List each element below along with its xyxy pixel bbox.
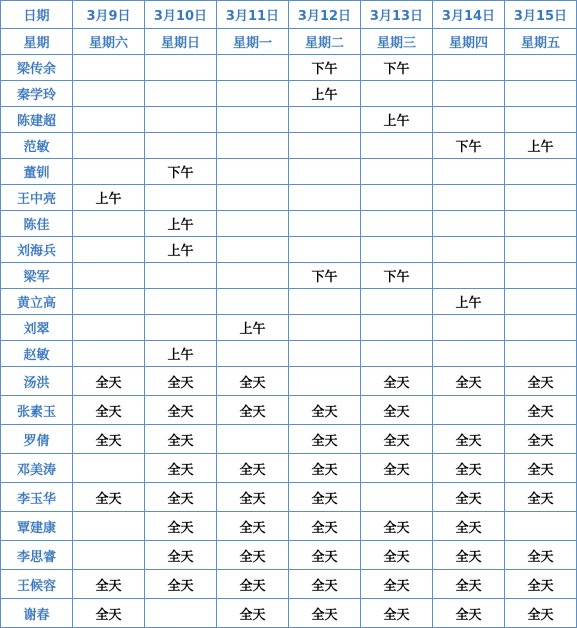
table-row [1, 237, 577, 263]
schedule-cell [505, 263, 577, 289]
weekday-header-row [1, 29, 577, 55]
schedule-cell [361, 211, 433, 237]
schedule-cell: 全天 [73, 367, 145, 396]
table-row [1, 483, 577, 512]
table-row [1, 55, 577, 81]
schedule-cell: 全天 [73, 570, 145, 599]
schedule-cell [145, 315, 217, 341]
schedule-cell: 下午 [289, 263, 361, 289]
schedule-cell [433, 341, 505, 367]
schedule-cell [433, 159, 505, 185]
schedule-cell: 全天 [505, 599, 577, 628]
schedule-cell [73, 55, 145, 81]
schedule-cell: 全天 [73, 396, 145, 425]
schedule-cell: 全天 [361, 541, 433, 570]
schedule-cell [73, 237, 145, 263]
schedule-cell: 全天 [217, 367, 289, 396]
schedule-cell [217, 81, 289, 107]
schedule-cell [217, 107, 289, 133]
person-name: 董钏 [1, 159, 73, 185]
date-header-cell: 3月9日 [73, 1, 145, 29]
table-row [1, 512, 577, 541]
schedule-cell: 上午 [505, 133, 577, 159]
schedule-cell [505, 512, 577, 541]
schedule-cell: 全天 [433, 483, 505, 512]
table-row [1, 396, 577, 425]
schedule-cell: 全天 [433, 454, 505, 483]
schedule-cell [73, 315, 145, 341]
schedule-cell: 上午 [217, 315, 289, 341]
schedule-cell [73, 512, 145, 541]
person-name: 刘海兵 [1, 237, 73, 263]
schedule-cell [73, 159, 145, 185]
schedule-cell [217, 133, 289, 159]
schedule-cell [73, 263, 145, 289]
table-row [1, 133, 577, 159]
schedule-cell [217, 341, 289, 367]
schedule-cell [289, 211, 361, 237]
schedule-cell: 全天 [145, 367, 217, 396]
schedule-cell: 全天 [217, 454, 289, 483]
schedule-cell: 全天 [145, 512, 217, 541]
schedule-cell: 全天 [145, 425, 217, 454]
weekday-header-cell: 星期五 [505, 29, 577, 55]
schedule-cell: 全天 [145, 483, 217, 512]
schedule-cell: 全天 [433, 570, 505, 599]
schedule-cell [361, 315, 433, 341]
schedule-cell [433, 107, 505, 133]
schedule-cell [433, 81, 505, 107]
schedule-cell: 全天 [505, 396, 577, 425]
person-name: 覃建康 [1, 512, 73, 541]
schedule-cell: 全天 [361, 396, 433, 425]
person-name: 邓美涛 [1, 454, 73, 483]
person-name: 赵敏 [1, 341, 73, 367]
person-name: 范敏 [1, 133, 73, 159]
schedule-cell [433, 396, 505, 425]
schedule-cell: 全天 [289, 512, 361, 541]
schedule-cell [217, 159, 289, 185]
weekday-label-header: 星期 [1, 29, 73, 55]
schedule-cell [217, 211, 289, 237]
schedule-cell: 全天 [145, 454, 217, 483]
date-header-cell: 3月13日 [361, 1, 433, 29]
table-row [1, 315, 577, 341]
date-header-row [1, 1, 577, 29]
schedule-cell [73, 211, 145, 237]
schedule-cell [505, 341, 577, 367]
date-header-cell: 3月11日 [217, 1, 289, 29]
schedule-cell [289, 237, 361, 263]
schedule-cell: 全天 [505, 541, 577, 570]
schedule-cell [505, 185, 577, 211]
schedule-cell [361, 185, 433, 211]
schedule-cell [505, 315, 577, 341]
schedule-cell: 全天 [505, 454, 577, 483]
schedule-cell: 全天 [145, 570, 217, 599]
weekday-header-cell: 星期一 [217, 29, 289, 55]
person-name: 王候容 [1, 570, 73, 599]
schedule-cell [145, 107, 217, 133]
date-header-cell: 3月14日 [433, 1, 505, 29]
schedule-cell [145, 599, 217, 628]
person-name: 陈佳 [1, 211, 73, 237]
person-name: 梁传余 [1, 55, 73, 81]
weekday-header-cell: 星期四 [433, 29, 505, 55]
table-row [1, 541, 577, 570]
schedule-cell: 全天 [289, 396, 361, 425]
schedule-cell: 全天 [73, 425, 145, 454]
person-name: 秦学玲 [1, 81, 73, 107]
schedule-cell: 全天 [433, 425, 505, 454]
schedule-cell [289, 289, 361, 315]
schedule-cell: 全天 [361, 425, 433, 454]
table-row [1, 81, 577, 107]
schedule-cell: 全天 [289, 483, 361, 512]
schedule-cell: 全天 [289, 425, 361, 454]
schedule-cell [73, 454, 145, 483]
schedule-cell: 全天 [73, 483, 145, 512]
schedule-cell: 下午 [361, 55, 433, 81]
schedule-cell: 下午 [289, 55, 361, 81]
schedule-cell: 全天 [361, 512, 433, 541]
schedule-cell [505, 81, 577, 107]
schedule-cell [361, 159, 433, 185]
schedule-cell: 全天 [361, 454, 433, 483]
schedule-cell: 下午 [361, 263, 433, 289]
schedule-cell: 上午 [145, 237, 217, 263]
schedule-cell: 全天 [289, 541, 361, 570]
schedule-cell [361, 81, 433, 107]
schedule-cell [73, 289, 145, 315]
schedule-cell: 全天 [505, 483, 577, 512]
schedule-cell [433, 185, 505, 211]
schedule-cell [73, 341, 145, 367]
schedule-cell [289, 367, 361, 396]
schedule-cell: 上午 [145, 341, 217, 367]
schedule-cell: 上午 [433, 289, 505, 315]
schedule-cell: 全天 [505, 425, 577, 454]
person-name: 陈建超 [1, 107, 73, 133]
schedule-cell: 全天 [433, 541, 505, 570]
schedule-cell: 全天 [145, 541, 217, 570]
weekday-header-cell: 星期二 [289, 29, 361, 55]
schedule-cell: 全天 [217, 396, 289, 425]
schedule-cell [433, 55, 505, 81]
schedule-cell: 全天 [433, 599, 505, 628]
person-name: 汤洪 [1, 367, 73, 396]
schedule-cell: 全天 [433, 367, 505, 396]
schedule-cell [73, 81, 145, 107]
date-header-cell: 3月12日 [289, 1, 361, 29]
schedule-cell [433, 237, 505, 263]
schedule-cell: 上午 [289, 81, 361, 107]
schedule-cell: 全天 [361, 570, 433, 599]
schedule-cell: 全天 [289, 454, 361, 483]
schedule-cell: 全天 [217, 570, 289, 599]
schedule-cell: 全天 [361, 599, 433, 628]
schedule-cell [361, 237, 433, 263]
schedule-cell [217, 185, 289, 211]
person-name: 李思睿 [1, 541, 73, 570]
schedule-cell [289, 315, 361, 341]
date-header-cell: 3月15日 [505, 1, 577, 29]
schedule-cell: 上午 [145, 211, 217, 237]
schedule-cell: 全天 [433, 512, 505, 541]
schedule-cell [505, 55, 577, 81]
person-name: 张素玉 [1, 396, 73, 425]
schedule-cell [73, 107, 145, 133]
schedule-cell: 全天 [361, 367, 433, 396]
schedule-cell [289, 107, 361, 133]
table-row [1, 454, 577, 483]
schedule-cell [217, 237, 289, 263]
schedule-cell [217, 55, 289, 81]
schedule-cell [289, 159, 361, 185]
table-row [1, 107, 577, 133]
schedule-cell [505, 237, 577, 263]
schedule-cell [145, 289, 217, 315]
table-row [1, 425, 577, 454]
table-row [1, 289, 577, 315]
schedule-cell [145, 55, 217, 81]
table-row [1, 367, 577, 396]
schedule-cell [217, 289, 289, 315]
schedule-cell [505, 211, 577, 237]
person-name: 梁军 [1, 263, 73, 289]
schedule-cell: 全天 [145, 396, 217, 425]
schedule-cell [361, 341, 433, 367]
schedule-cell [289, 341, 361, 367]
person-name: 王中亮 [1, 185, 73, 211]
schedule-cell [73, 541, 145, 570]
schedule-cell: 上午 [361, 107, 433, 133]
schedule-cell [289, 133, 361, 159]
schedule-cell [433, 315, 505, 341]
weekday-header-cell: 星期六 [73, 29, 145, 55]
person-name: 罗倩 [1, 425, 73, 454]
schedule-cell: 全天 [289, 599, 361, 628]
schedule-cell: 全天 [217, 483, 289, 512]
schedule-cell [361, 289, 433, 315]
table-row [1, 599, 577, 628]
schedule-cell [73, 133, 145, 159]
table-row [1, 570, 577, 599]
date-label-header: 日期 [1, 1, 73, 29]
schedule-cell [289, 185, 361, 211]
schedule-cell [505, 107, 577, 133]
schedule-cell [145, 263, 217, 289]
schedule-cell [433, 211, 505, 237]
schedule-cell: 全天 [505, 570, 577, 599]
schedule-cell [217, 263, 289, 289]
table-row [1, 211, 577, 237]
person-name: 李玉华 [1, 483, 73, 512]
person-name: 谢春 [1, 599, 73, 628]
date-header-cell: 3月10日 [145, 1, 217, 29]
schedule-body [1, 55, 577, 628]
schedule-cell: 全天 [73, 599, 145, 628]
weekday-header-cell: 星期日 [145, 29, 217, 55]
schedule-cell: 上午 [73, 185, 145, 211]
schedule-cell: 下午 [433, 133, 505, 159]
schedule-cell: 下午 [145, 159, 217, 185]
schedule-cell [361, 483, 433, 512]
schedule-cell: 全天 [217, 599, 289, 628]
schedule-cell [505, 289, 577, 315]
schedule-cell: 全天 [289, 570, 361, 599]
schedule-cell [145, 81, 217, 107]
schedule-cell [145, 185, 217, 211]
schedule-cell: 全天 [217, 512, 289, 541]
person-name: 刘翠 [1, 315, 73, 341]
table-row [1, 263, 577, 289]
schedule-cell [433, 263, 505, 289]
table-row [1, 159, 577, 185]
schedule-cell [505, 159, 577, 185]
table-row [1, 341, 577, 367]
schedule-cell [145, 133, 217, 159]
schedule-cell: 全天 [505, 367, 577, 396]
schedule-cell [217, 425, 289, 454]
schedule-cell: 全天 [217, 541, 289, 570]
schedule-cell [361, 133, 433, 159]
person-name: 黄立高 [1, 289, 73, 315]
weekday-header-cell: 星期三 [361, 29, 433, 55]
table-row [1, 185, 577, 211]
